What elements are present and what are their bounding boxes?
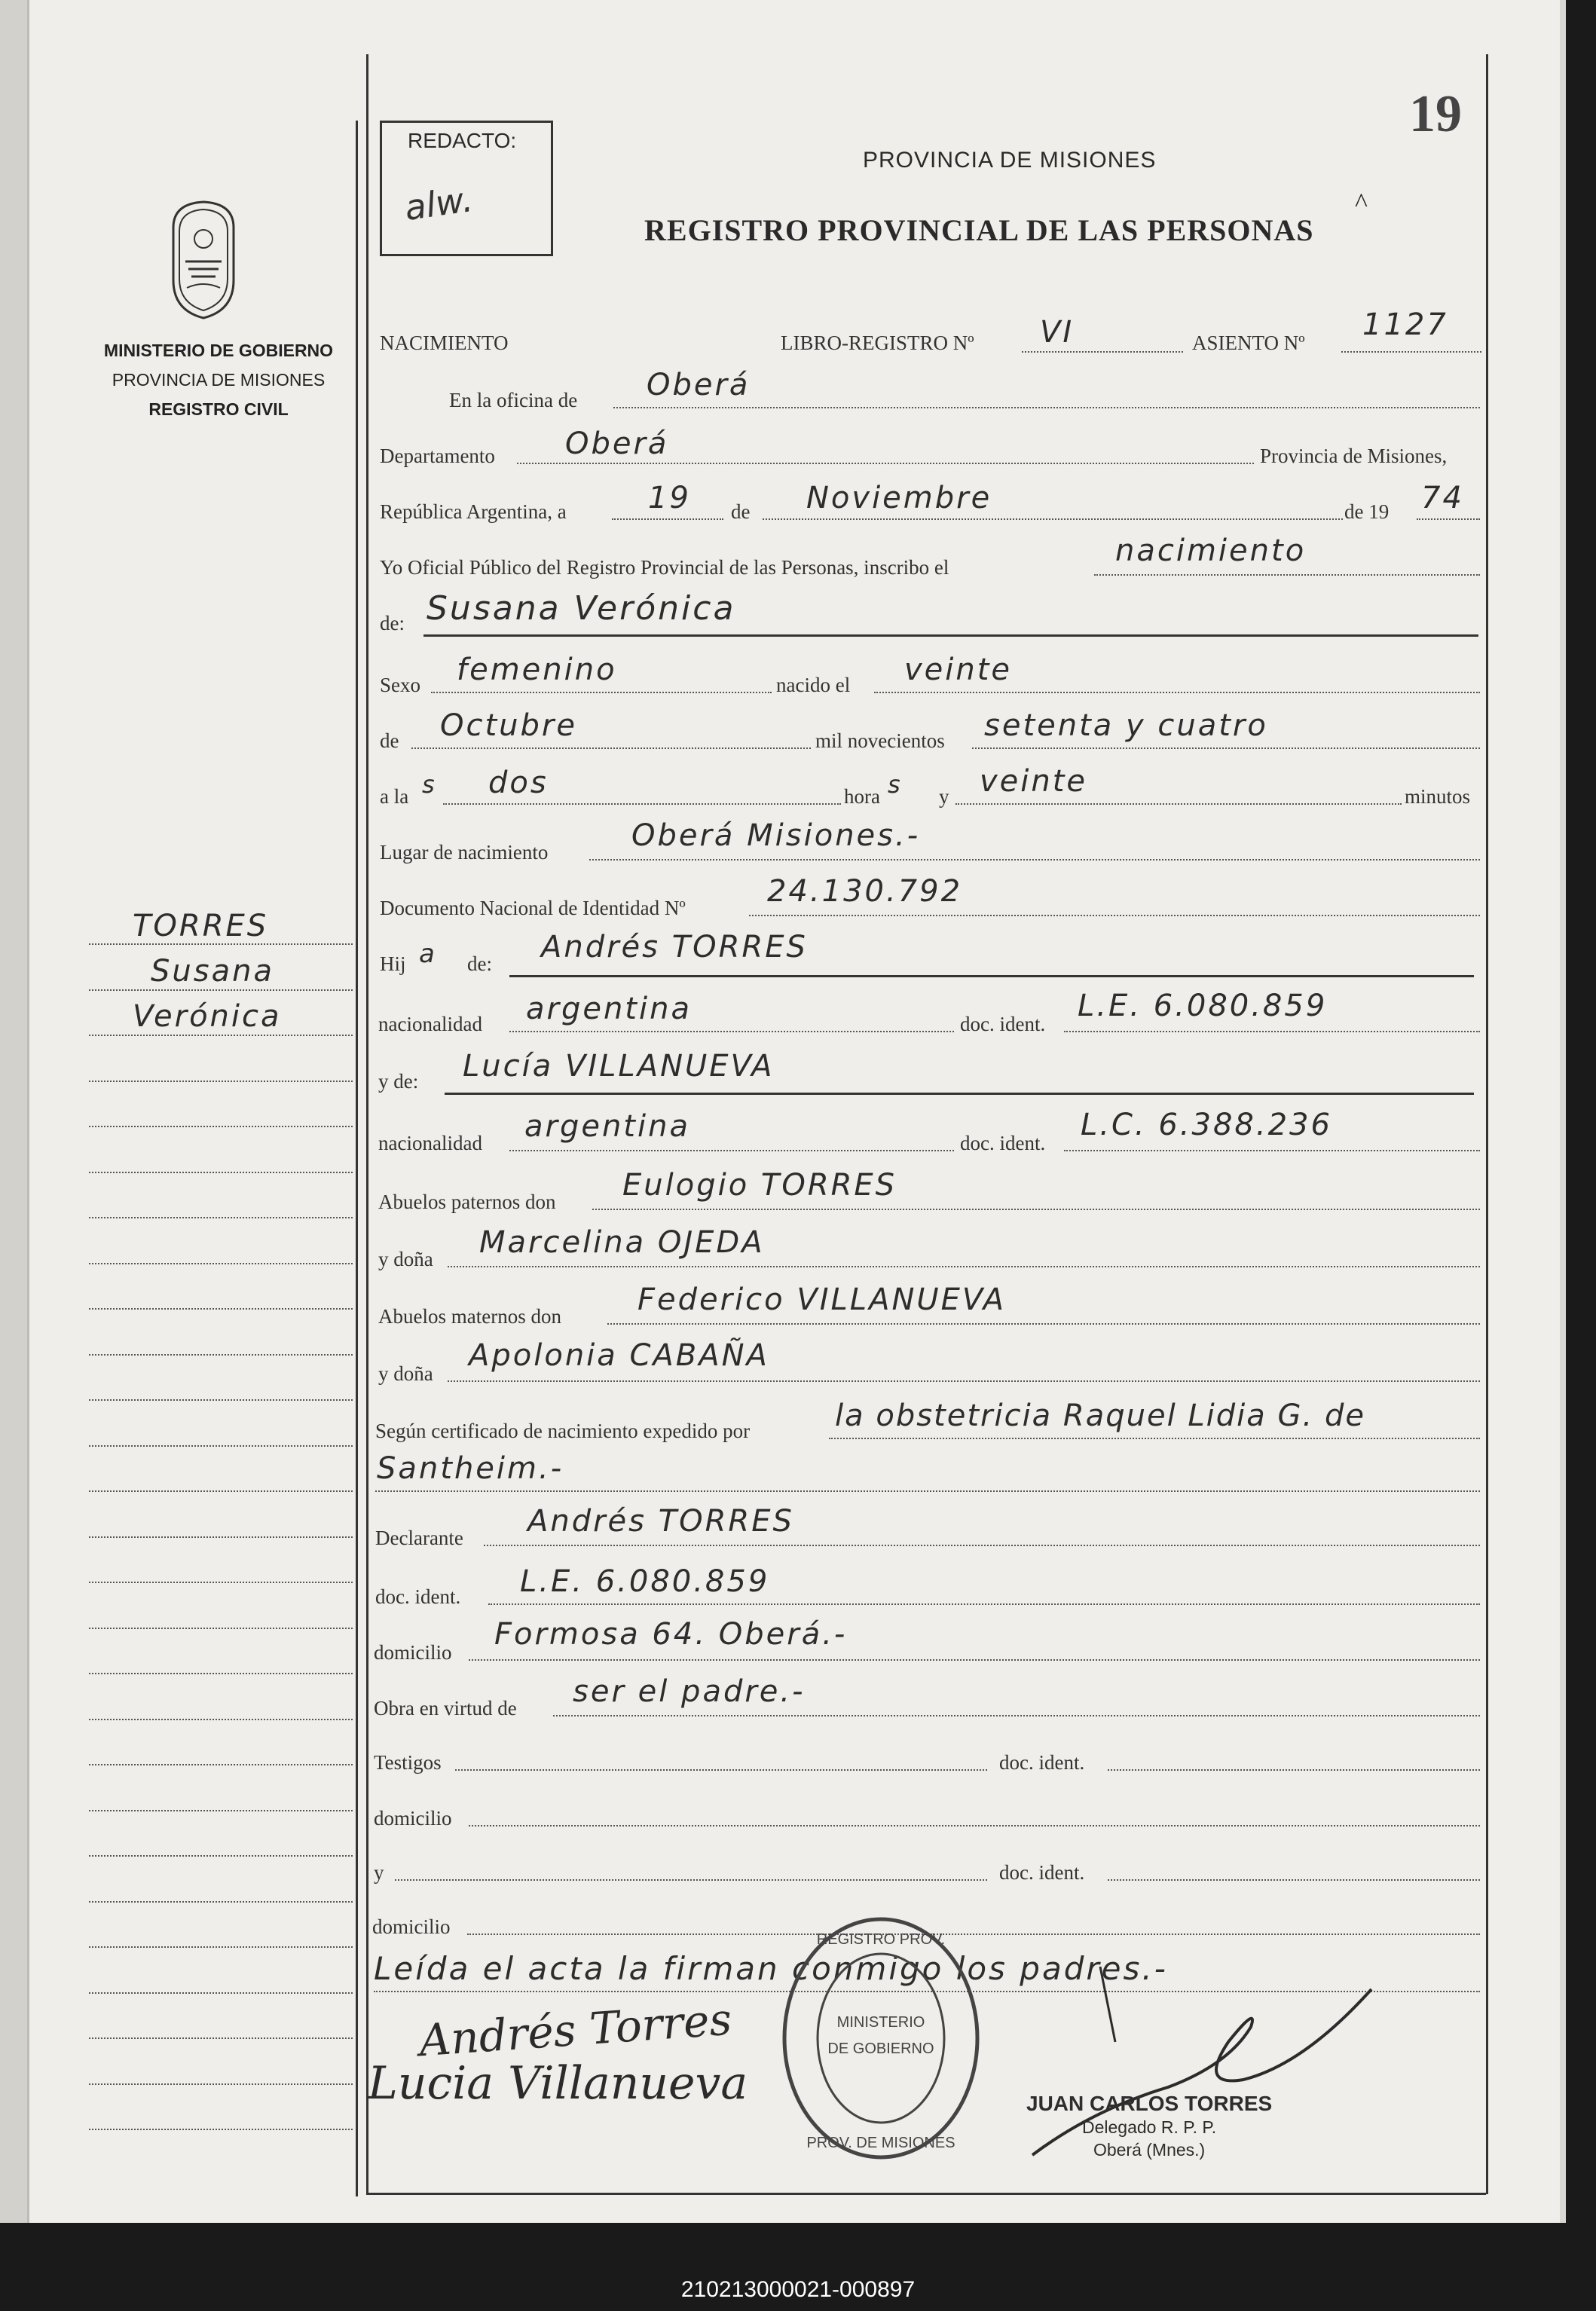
abmat2-value: Apolonia CABAÑA	[469, 1338, 769, 1373]
y-label: y	[939, 785, 949, 808]
domicilio-label: domicilio	[374, 1641, 452, 1664]
mil-value: setenta y cuatro	[984, 708, 1268, 743]
margin-rule	[89, 1399, 353, 1401]
abpat2-value: Marcelina OJEDA	[479, 1225, 765, 1260]
official-name: JUAN CARLOS TORRES	[1026, 2092, 1273, 2115]
margin-rule	[89, 1673, 353, 1674]
page-number: 19	[1409, 85, 1462, 143]
hij-suffix: a	[419, 939, 437, 969]
republica-label: República Argentina, a	[380, 500, 567, 523]
margin-surname: TORRES	[133, 909, 269, 943]
svg-text:MINISTERIO: MINISTERIO	[836, 2014, 925, 2031]
hora-value: dos	[488, 766, 549, 800]
de-label: de	[731, 500, 751, 523]
oficina-label: En la oficina de	[449, 389, 578, 411]
doc-madre-value: L.C. 6.388.236	[1081, 1108, 1332, 1142]
abmat-value: Federico VILLANUEVA	[637, 1282, 1006, 1317]
margin-rule	[89, 1263, 353, 1264]
doc-padre-value: L.E. 6.080.859	[1078, 989, 1328, 1023]
leida-text: Leída el acta la firman conmigo los padres.-	[374, 1950, 1168, 1987]
yde-label: y de:	[378, 1070, 419, 1093]
margin-rule	[89, 943, 353, 945]
registry-title: REGISTRO PROVINCIAL DE LAS PERSONAS	[644, 213, 1314, 247]
doc-padre-label: doc. ident.	[960, 1013, 1046, 1035]
abpat-value: Eulogio TORRES	[622, 1168, 897, 1203]
nombre-value: Susana Verónica	[427, 589, 736, 628]
minutos-label: minutos	[1405, 785, 1471, 808]
testigos-label: Testigos	[374, 1751, 442, 1774]
margin-rule	[89, 1946, 353, 1948]
margin-rule	[89, 1354, 353, 1356]
margin-rule	[89, 1582, 353, 1583]
cert-label: Según certificado de nacimiento expedido por	[375, 1420, 751, 1442]
libro-value: VI	[1040, 315, 1075, 350]
testigos-doc-label: doc. ident.	[999, 1751, 1085, 1774]
de19-label: de 19	[1344, 500, 1390, 523]
y-testigo-label: y	[374, 1861, 384, 1884]
margin-name-2: Verónica	[133, 999, 282, 1034]
testigos-domicilio-label: domicilio	[374, 1807, 452, 1830]
official-place: Oberá (Mnes.)	[1093, 2140, 1206, 2160]
de-colon-label: de:	[380, 612, 405, 634]
cert-value: la obstetricia Raquel Lidia G. de	[835, 1399, 1365, 1433]
margin-divider	[356, 121, 358, 2196]
provincial-seal-icon	[166, 197, 241, 322]
margin-rule	[89, 1536, 353, 1538]
margin-rule	[89, 1217, 353, 1218]
registry-line: REGISTRO CIVIL	[148, 399, 289, 419]
departamento-label: Departamento	[380, 445, 495, 467]
margin-rule	[89, 1035, 353, 1036]
margin-rule	[89, 989, 353, 991]
redacto-box	[380, 121, 553, 256]
departamento-value: Oberá	[565, 426, 669, 461]
margin-rule	[89, 1172, 353, 1173]
asiento-value: 1127	[1362, 307, 1448, 342]
margin-rule	[89, 1764, 353, 1765]
declarante-value: Andrés TORRES	[527, 1504, 794, 1539]
nac-padre-label: nacionalidad	[378, 1013, 482, 1035]
margin-rule	[89, 1308, 353, 1310]
declarante-label: Declarante	[375, 1527, 463, 1549]
official-title: Delegado R. P. P.	[1082, 2117, 1217, 2137]
margin-rule	[89, 2083, 353, 2085]
dni-label: Documento Nacional de Identidad Nº	[380, 897, 686, 919]
abpat-label: Abuelos paternos don	[378, 1191, 556, 1213]
margin-rule	[89, 2129, 353, 2130]
binding-gutter	[0, 0, 29, 2223]
ministry-header	[83, 336, 354, 424]
minutos-value: veinte	[980, 764, 1088, 799]
margin-rule	[89, 2037, 353, 2039]
oficial-value: nacimiento	[1115, 533, 1307, 568]
testigo2-doc-label: doc. ident.	[999, 1861, 1085, 1884]
lugar-label: Lugar de nacimiento	[380, 841, 549, 864]
province-title: PROVINCIA DE MISIONES	[863, 148, 1157, 173]
padre-value: Andrés TORRES	[541, 930, 808, 964]
nac-madre-value: argentina	[524, 1109, 690, 1144]
sexo-value: femenino	[457, 653, 617, 687]
margin-rule	[89, 1445, 353, 1447]
oficial-label: Yo Oficial Público del Registro Provincial de las Personas, inscribo el	[380, 556, 949, 579]
nacido-value: veinte	[904, 653, 1013, 687]
signature-father: Andrés Torres	[417, 1993, 734, 2067]
margin-rule	[89, 1855, 353, 1857]
libro-label: LIBRO-REGISTRO Nº	[781, 332, 974, 354]
margin-rule	[89, 1126, 353, 1127]
dni-value: 24.130.792	[767, 874, 963, 909]
ala-suffix: s	[422, 770, 437, 799]
form-left-border	[366, 54, 368, 2194]
horas-label: hora	[844, 785, 880, 808]
doc-madre-label: doc. ident.	[960, 1132, 1046, 1154]
margin-rule	[89, 1901, 353, 1903]
lugar-value: Oberá Misiones.-	[631, 818, 921, 853]
sexo-label: Sexo	[380, 674, 420, 696]
margin-rule	[89, 1628, 353, 1629]
margin-rule	[89, 1992, 353, 1994]
hij-de-label: de:	[467, 952, 492, 975]
official-stamp-icon	[779, 1914, 983, 2163]
mil-label: mil novecientos	[815, 729, 945, 752]
footer-id: 210213000021-000897	[680, 2277, 916, 2302]
ydona-mat-label: y doña	[378, 1362, 433, 1385]
dia-value: 19	[648, 481, 691, 515]
obra-value: ser el padre.-	[573, 1674, 806, 1709]
de2-label: de	[380, 729, 399, 752]
nac-madre-label: nacionalidad	[378, 1132, 482, 1154]
svg-text:PROV. DE MISIONES: PROV. DE MISIONES	[806, 2135, 955, 2151]
ala-label: a la	[380, 785, 409, 808]
form-bottom-border	[366, 2193, 1486, 2195]
declarante-doc-label: doc. ident.	[375, 1585, 461, 1608]
margin-rule	[89, 1490, 353, 1492]
mes-value: Noviembre	[806, 481, 992, 515]
official-block	[1026, 2092, 1272, 2161]
abmat-label: Abuelos maternos don	[378, 1305, 561, 1328]
margin-name-1: Susana	[151, 954, 274, 989]
anio-value: 74	[1421, 481, 1464, 515]
svg-text:REGISTRO PROV.: REGISTRO PROV.	[816, 1931, 946, 1948]
ministry-line: MINISTERIO DE GOBIERNO	[103, 341, 334, 360]
province-line: PROVINCIA DE MISIONES	[112, 370, 326, 390]
cert-value-2: Santheim.-	[377, 1451, 564, 1486]
testigo2-domicilio-label: domicilio	[372, 1915, 451, 1938]
ydona-pat-label: y doña	[378, 1248, 433, 1270]
margin-rule	[89, 1719, 353, 1720]
oficina-value: Oberá	[647, 368, 751, 402]
provincia-label: Provincia de Misiones,	[1260, 445, 1448, 467]
redacto-label: REDACTO:	[408, 129, 517, 152]
margin-rule	[89, 1081, 353, 1082]
domicilio-value: Formosa 64. Oberá.-	[494, 1617, 848, 1652]
nacimiento-label: NACIMIENTO	[380, 332, 509, 354]
form-right-border	[1486, 54, 1488, 2194]
nac-padre-value: argentina	[526, 992, 692, 1026]
madre-value: Lucía VILLANUEVA	[463, 1049, 775, 1084]
handwritten-accent: ^	[1355, 188, 1368, 218]
signature-mother: Lucia Villanueva	[368, 2057, 748, 2110]
hij-label: Hij	[380, 952, 406, 975]
mes-nac-value: Octubre	[440, 708, 577, 743]
horas-suffix: s	[888, 770, 903, 799]
declarante-doc-value: L.E. 6.080.859	[520, 1564, 770, 1599]
nacido-label: nacido el	[776, 674, 851, 696]
obra-label: Obra en virtud de	[374, 1697, 517, 1719]
redacto-initials: alw.	[402, 178, 475, 229]
svg-text:DE GOBIERNO: DE GOBIERNO	[827, 2040, 934, 2057]
asiento-label: ASIENTO Nº	[1192, 332, 1305, 354]
margin-rule	[89, 1810, 353, 1811]
